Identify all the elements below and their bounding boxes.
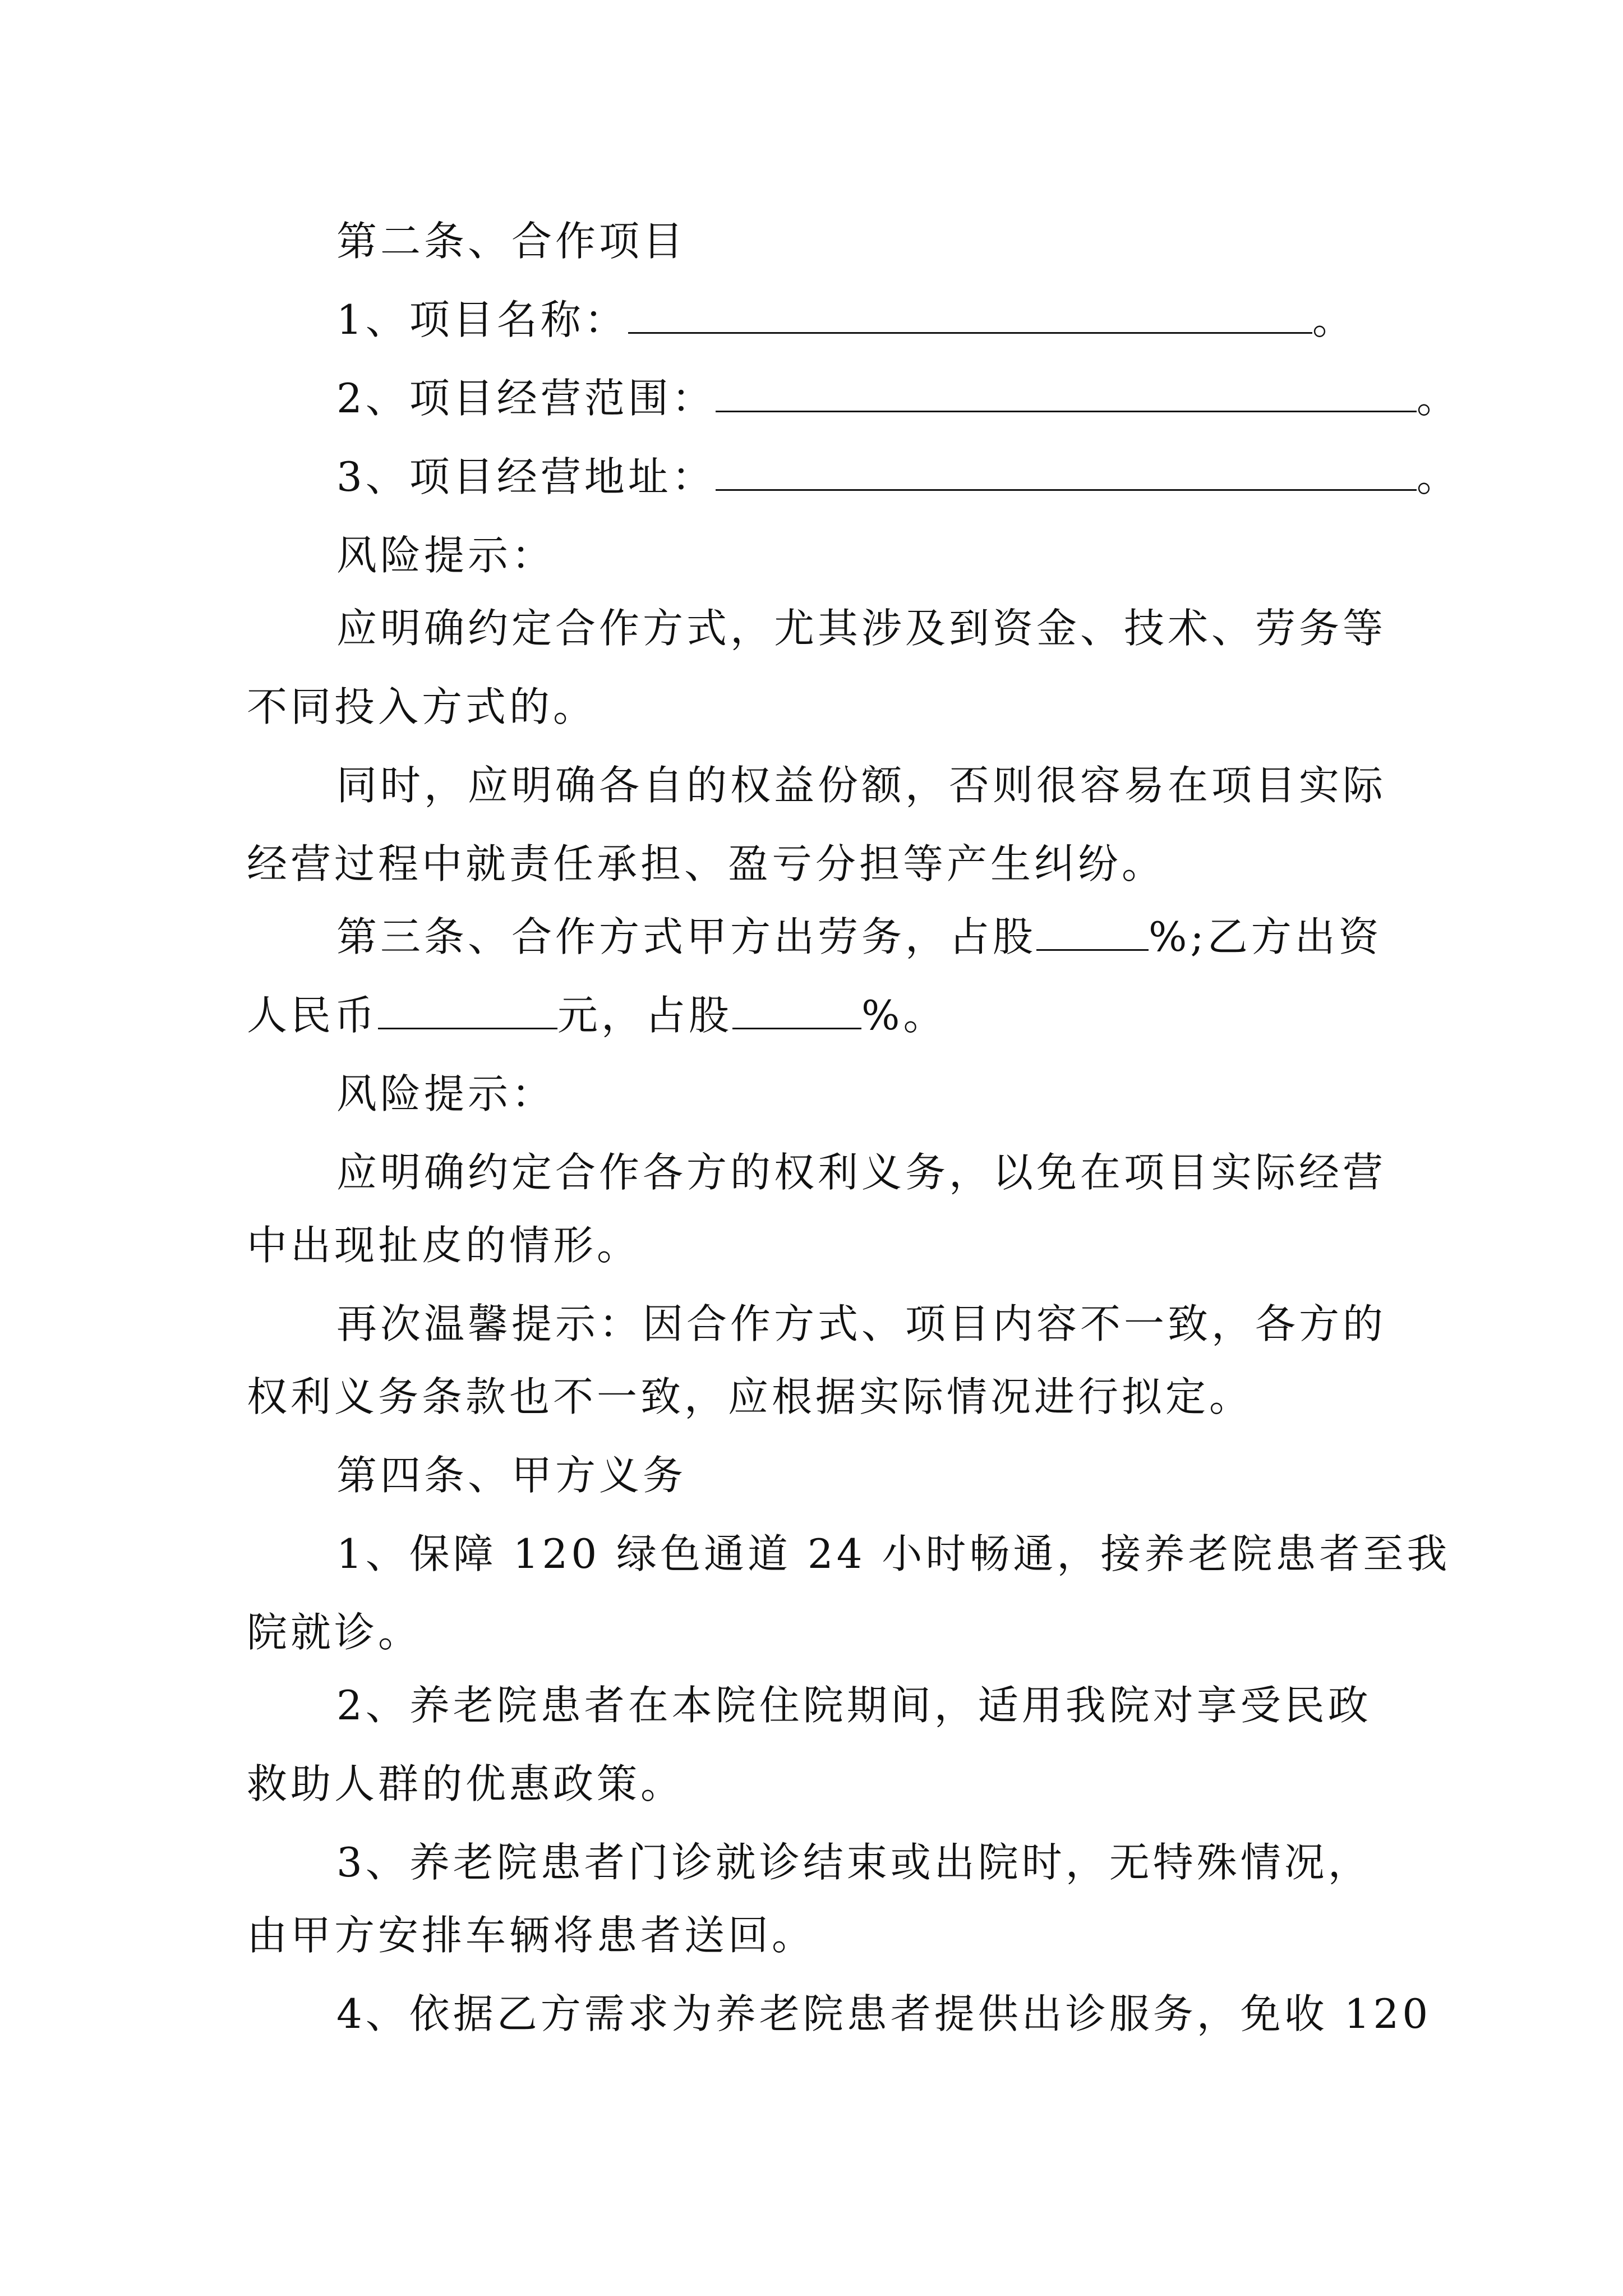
article-4-title: 第四条、甲方义务 [336, 1452, 687, 1499]
business-address-label: 3、项目经营地址： [336, 453, 716, 500]
business-address-blank[interactable] [716, 455, 1417, 491]
article-3-text-c: 人民币 [247, 992, 379, 1039]
risk-1-para-2-line-1: 同时，应明确各自的权益份额，否则很容易在项目实际 [336, 762, 1387, 809]
business-address-end: 。 [1416, 453, 1460, 500]
risk-warning-2-label: 风险提示： [336, 1070, 556, 1117]
business-scope-label: 2、项目经营范围： [336, 375, 716, 422]
article-3-text-b: %;乙方出资 [1149, 913, 1382, 960]
business-scope-line [336, 370, 1460, 426]
investment-amount-blank[interactable] [378, 994, 557, 1029]
risk-2-line-2: 中出现扯皮的情形。 [247, 1222, 641, 1269]
business-address-line [336, 449, 1460, 505]
article-3-line-1 [336, 909, 1382, 965]
reminder-line-1: 再次温馨提示：因合作方式、项目内容不一致，各方的 [336, 1300, 1387, 1347]
duty-4-line-1: 4、依据乙方需求为养老院患者提供出诊服务，免收 120 [336, 1990, 1432, 2037]
duty-1-line-2: 院就诊。 [247, 1609, 422, 1656]
party-a-share-blank[interactable] [1036, 915, 1149, 951]
business-scope-blank[interactable] [716, 377, 1417, 412]
project-name-line [336, 292, 1356, 348]
project-name-label: 1、项目名称： [336, 296, 628, 343]
project-name-blank[interactable] [628, 298, 1312, 334]
duty-2-line-1: 2、养老院患者在本院住院期间，适用我院对享受民政 [336, 1682, 1372, 1729]
article-3-text-e: %。 [861, 992, 947, 1039]
business-scope-end: 。 [1416, 375, 1460, 422]
risk-1-para-1-line-2: 不同投入方式的。 [247, 683, 597, 730]
duty-2-line-2: 救助人群的优惠政策。 [247, 1760, 685, 1807]
article-3-text-a: 第三条、合作方式甲方出劳务，占股 [336, 913, 1037, 960]
duty-3-line-2: 由甲方安排车辆将患者送回。 [247, 1912, 816, 1959]
project-name-end: 。 [1312, 296, 1356, 343]
reminder-line-2: 权利义务条款也不一致，应根据实际情况进行拟定。 [247, 1373, 1253, 1420]
risk-1-para-1-line-1: 应明确约定合作方式，尤其涉及到资金、技术、劳务等 [336, 605, 1387, 652]
article-3-text-d: 元，占股 [557, 992, 733, 1039]
risk-2-line-1: 应明确约定合作各方的权利义务，以免在项目实际经营 [336, 1149, 1387, 1196]
article-3-line-2 [247, 987, 947, 1043]
risk-warning-1-label: 风险提示： [336, 532, 556, 579]
risk-1-para-2-line-2: 经营过程中就责任承担、盈亏分担等产生纠纷。 [247, 840, 1166, 887]
duty-1-line-1: 1、保障 120 绿色通道 24 小时畅通，接养老院患者至我 [336, 1530, 1451, 1577]
party-b-share-blank[interactable] [732, 994, 861, 1029]
article-2-title: 第二条、合作项目 [336, 218, 687, 265]
duty-3-line-1: 3、养老院患者门诊就诊结束或出院时，无特殊情况， [336, 1839, 1372, 1886]
